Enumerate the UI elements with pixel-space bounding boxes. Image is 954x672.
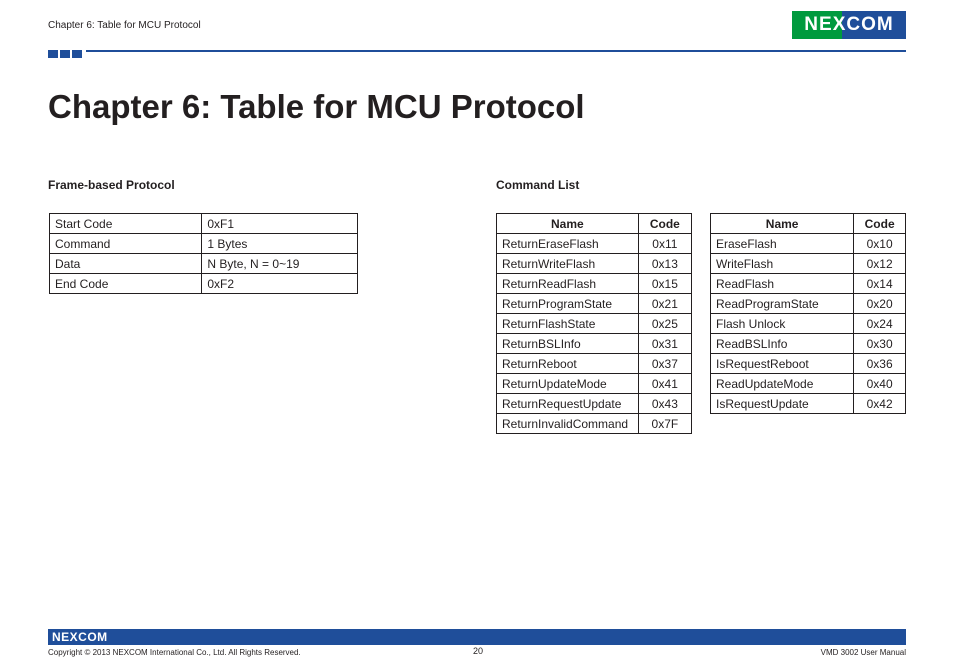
table-row [711,294,906,314]
frame-value-cell: 0xF2 [202,274,358,294]
header-chapter-label: Chapter 6: Table for MCU Protocol [48,20,201,31]
command-name-cell: ReturnWriteFlash [497,254,639,274]
command-name-cell: ReturnProgramState [497,294,639,314]
table-row [50,234,358,254]
command-code-cell: 0x40 [854,374,906,394]
table-row [711,254,906,274]
table-row [50,254,358,274]
command-name-cell: ReadFlash [711,274,854,294]
command-code-cell: 0x43 [638,394,691,414]
footer-copyright: Copyright © 2013 NEXCOM International Co., Ltd. All Rights Reserved. [48,648,301,657]
table-row [497,394,692,414]
command-name-cell: Flash Unlock [711,314,854,334]
frame-value-cell: N Byte, N = 0~19 [202,254,358,274]
table-row [497,314,692,334]
command-table-right [710,213,906,414]
table-row [50,214,358,234]
page-number: 20 [472,646,483,656]
frame-field-cell: Data [50,254,202,274]
table-row [711,334,906,354]
footer-bar [48,629,906,645]
table-row [497,274,692,294]
command-name-cell: ReturnInvalidCommand [497,414,639,434]
command-name-cell: IsRequestReboot [711,354,854,374]
command-name-cell: ReturnRequestUpdate [497,394,639,414]
column-header-code: Code [854,214,906,234]
page-title: Chapter 6: Table for MCU Protocol [48,88,585,125]
command-code-cell: 0x24 [854,314,906,334]
command-name-cell: ReturnReboot [497,354,639,374]
table-header-row [711,214,906,234]
command-code-cell: 0x15 [638,274,691,294]
column-header-name: Name [497,214,639,234]
command-name-cell: ReadBSLInfo [711,334,854,354]
footer-manual-name: VMD 3002 User Manual [820,648,906,657]
frame-protocol-table [49,213,358,294]
command-code-cell: 0x10 [854,234,906,254]
table-row [711,314,906,334]
command-name-cell: WriteFlash [711,254,854,274]
command-code-cell: 0x37 [638,354,691,374]
command-name-cell: ReturnReadFlash [497,274,639,294]
command-name-cell: EraseFlash [711,234,854,254]
command-code-cell: 0x36 [854,354,906,374]
table-row [497,234,692,254]
command-list-heading: Command List [496,178,580,192]
frame-field-cell: End Code [50,274,202,294]
table-row [497,374,692,394]
frame-value-cell: 1 Bytes [202,234,358,254]
frame-field-cell: Start Code [50,214,202,234]
table-row [711,354,906,374]
table-row [497,354,692,374]
header-divider [86,50,906,52]
table-row [497,254,692,274]
command-name-cell: ReturnBSLInfo [497,334,639,354]
command-name-cell: ReturnFlashState [497,314,639,334]
frame-value-cell: 0xF1 [202,214,358,234]
table-row [497,294,692,314]
command-code-cell: 0x21 [638,294,691,314]
column-header-name: Name [711,214,854,234]
table-row [711,394,906,414]
command-name-cell: ReturnEraseFlash [497,234,639,254]
command-code-cell: 0x11 [638,234,691,254]
command-code-cell: 0x31 [638,334,691,354]
frame-protocol-heading: Frame-based Protocol [48,178,175,192]
command-code-cell: 0x12 [854,254,906,274]
command-code-cell: 0x42 [854,394,906,414]
command-name-cell: ReturnUpdateMode [497,374,639,394]
command-name-cell: ReadProgramState [711,294,854,314]
command-code-cell: 0x7F [638,414,691,434]
table-row [711,274,906,294]
table-row [711,234,906,254]
command-code-cell: 0x30 [854,334,906,354]
command-code-cell: 0x13 [638,254,691,274]
command-code-cell: 0x41 [638,374,691,394]
header-squares-decoration [48,50,84,58]
command-table-left [496,213,692,434]
command-code-cell: 0x14 [854,274,906,294]
table-row [711,374,906,394]
frame-field-cell: Command [50,234,202,254]
footer-logo: NEXCOM [52,630,108,644]
table-header-row [497,214,692,234]
command-code-cell: 0x25 [638,314,691,334]
table-row [497,334,692,354]
logo-text: NEXCOM [804,14,894,35]
nexcom-logo [792,11,906,39]
table-row [50,274,358,294]
column-header-code: Code [638,214,691,234]
table-row [497,414,692,434]
command-code-cell: 0x20 [854,294,906,314]
command-name-cell: ReadUpdateMode [711,374,854,394]
command-name-cell: IsRequestUpdate [711,394,854,414]
